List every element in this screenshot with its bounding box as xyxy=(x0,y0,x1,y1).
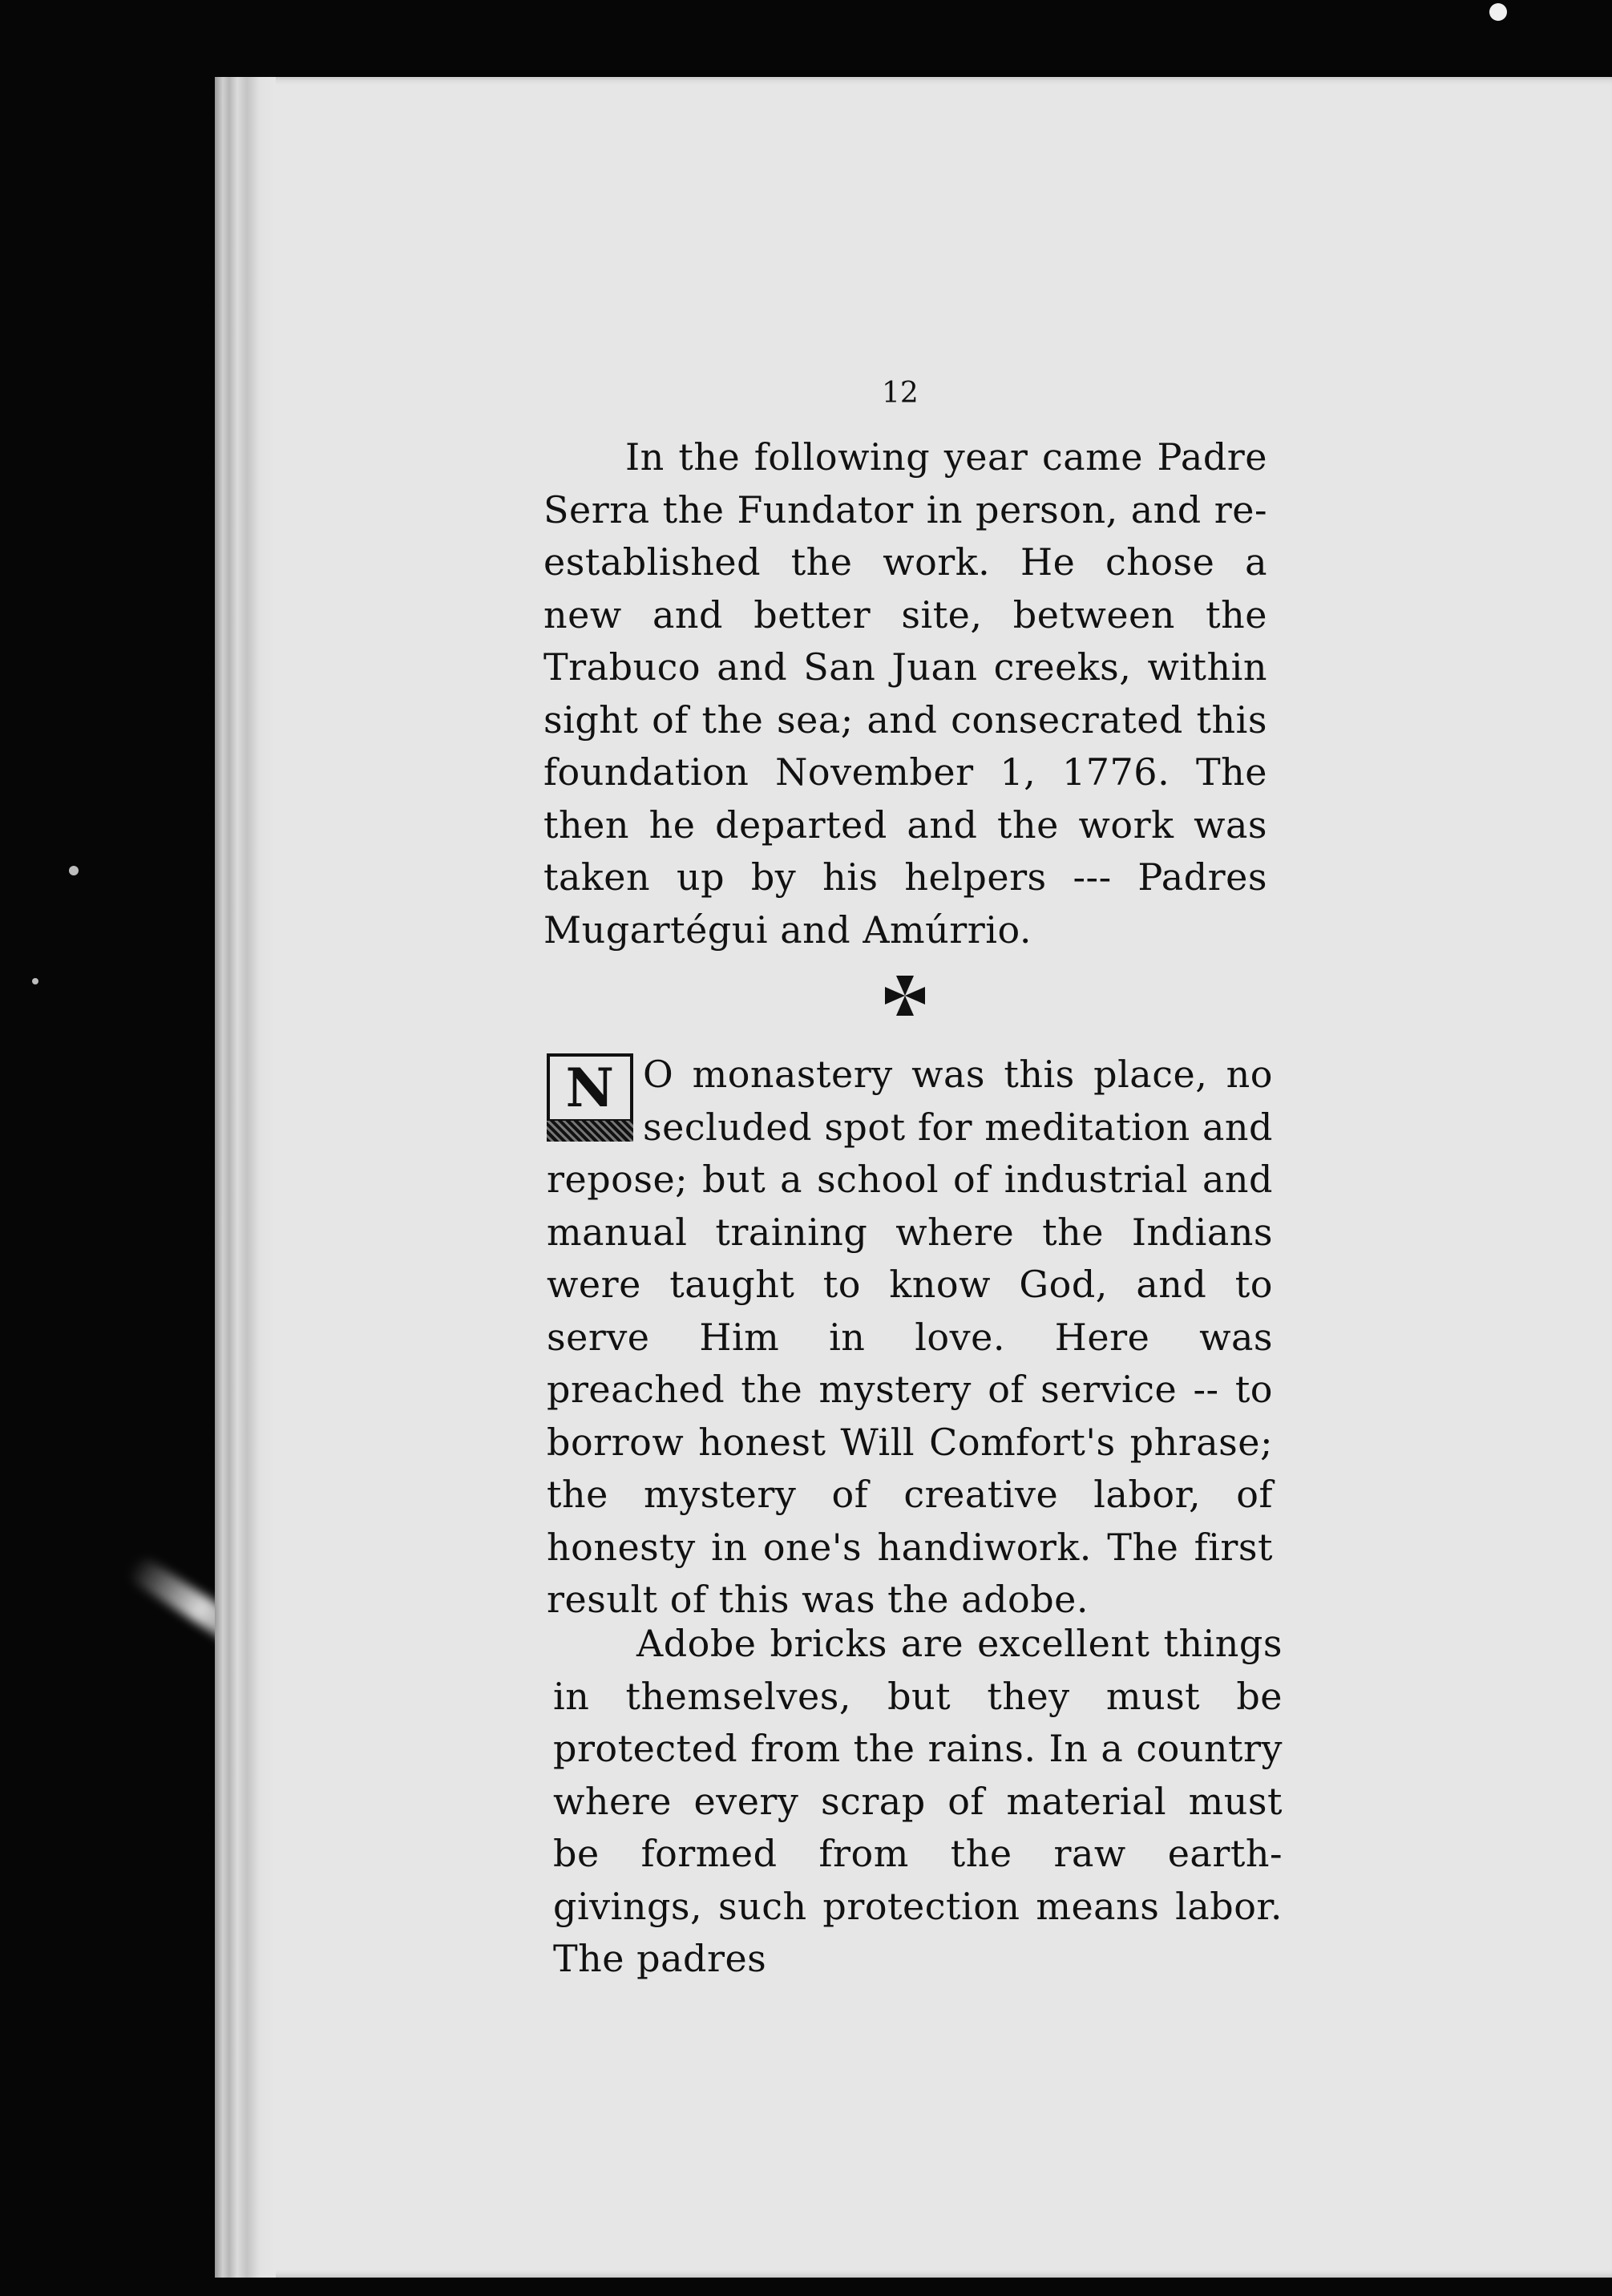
drop-cap-letter: N xyxy=(547,1053,633,1122)
cross-pattee-icon xyxy=(882,972,928,1019)
page-gutter-edge xyxy=(215,77,276,2278)
paragraph-3: Adobe bricks are excellent things in themselves, but they must be protected from the rains. In a country where every scrap of material must be formed from the raw earth-givings, such protection means labor. The padres xyxy=(553,1622,1283,1980)
paragraph-2 xyxy=(547,1049,1273,1627)
dust-speck xyxy=(32,978,38,984)
page-number: 12 xyxy=(882,377,919,410)
dust-speck xyxy=(69,866,79,875)
paragraph-2-text: O monastery was this place, no secluded spot for meditation and repose; but a school of industrial and manual training where the Indians were taught to know God, and to serve Him in love. Here was preached the mystery of service -- to borrow honest Will Comfort's phrase; the mystery of creative labor, of honesty in one's handiwork. The first result of this was the adobe. xyxy=(547,1053,1273,1621)
drop-cap-ornament xyxy=(547,1121,633,1142)
dust-speck xyxy=(1489,3,1507,21)
drop-cap xyxy=(547,1053,632,1143)
paragraph-1: In the following year came Padre Serra the Fundator in person, and re-established the work. He chose a new and better site, between the Trabuco and San Juan creeks, within sight of the sea; and consecrated this foundation November 1, 1776. The then he departed and the work was taken up by his helpers --- Padres Mugartégui and Amúrrio. xyxy=(543,435,1267,952)
